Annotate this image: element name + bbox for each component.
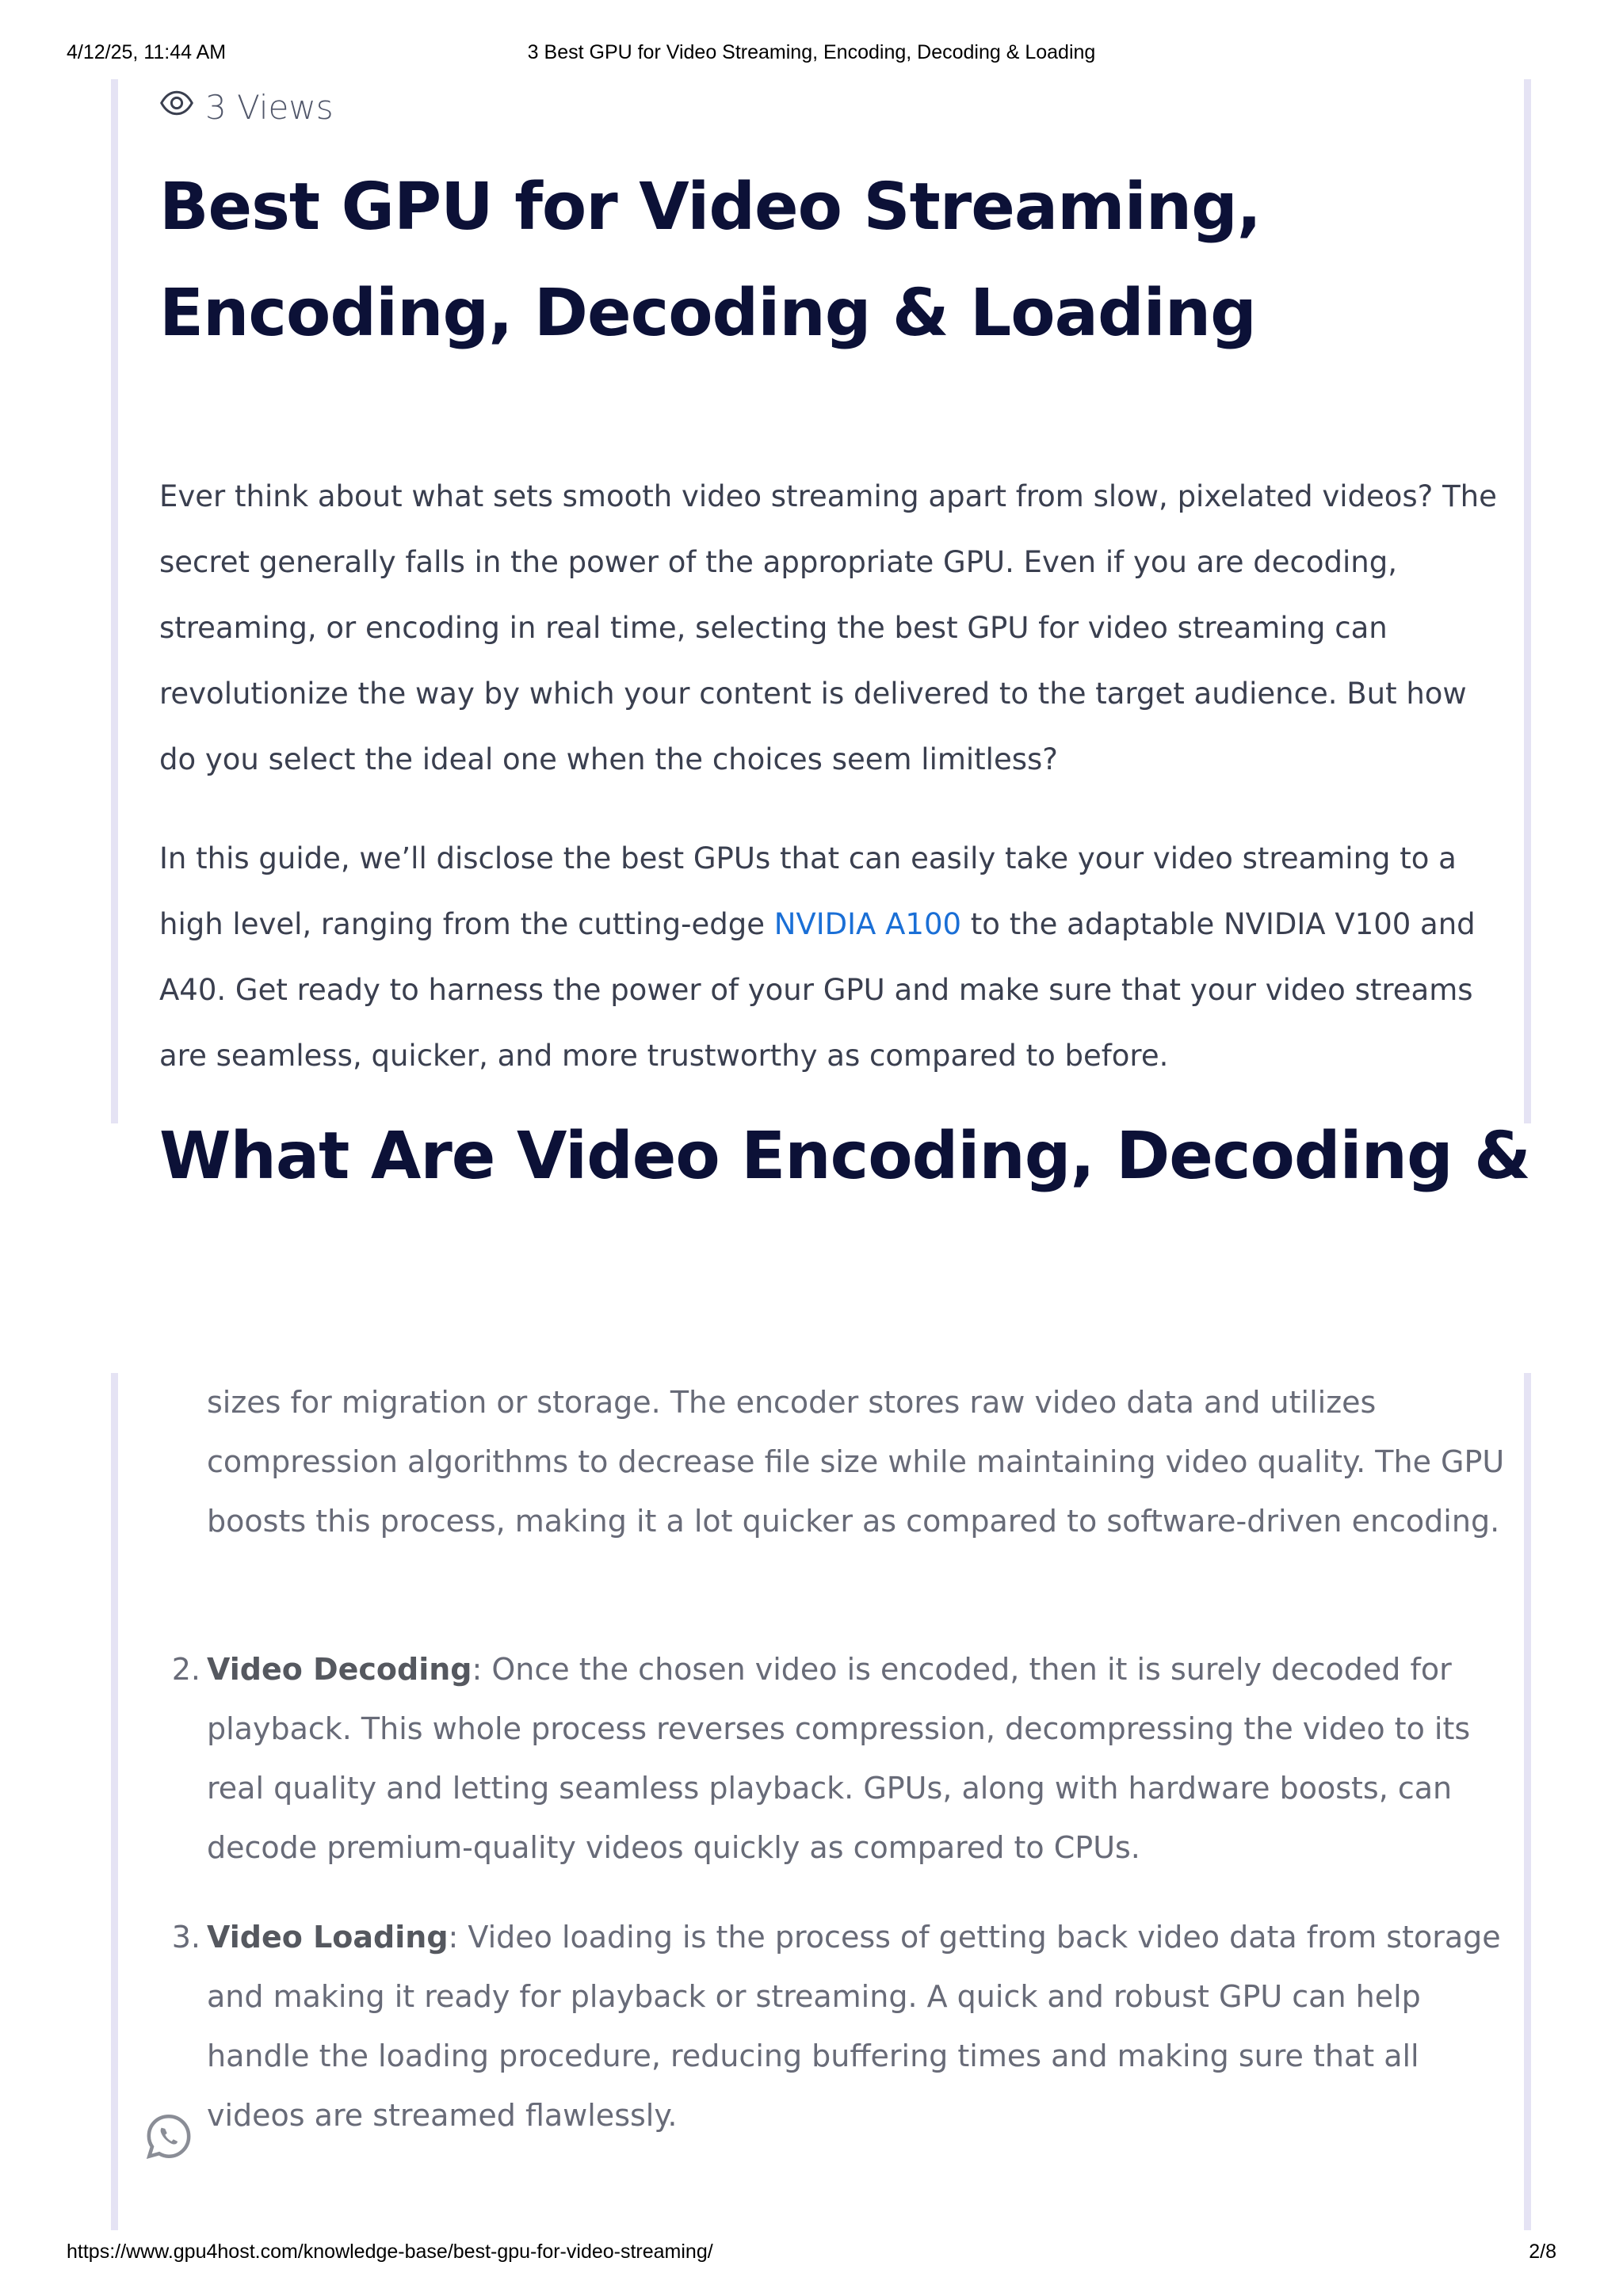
views-counter xyxy=(159,79,334,135)
list-item-description: : Once the chosen video is encoded, then it is surely decoded for playback. This whole process reverses compression, decompressing the video to its real quality and letting seamless playback. GPUs, along with hardware boosts, can decode premium-quality videos quickly as compared to CPUs. xyxy=(207,1652,1471,1865)
list-item-text: sizes for migration or storage. The encoder stores raw video data and utilizes compression algorithms to decrease file size while maintaining video quality. The GPU boosts this process, making it a lot quicker as compared to software-driven encoding. xyxy=(207,1385,1505,1539)
intro-paragraph-2 xyxy=(159,826,1507,1089)
print-datetime: 4/12/25, 11:44 AM xyxy=(67,41,227,63)
article-fragment-bottom xyxy=(111,1373,1531,2230)
whatsapp-icon[interactable] xyxy=(143,2111,195,2163)
print-footer xyxy=(0,2241,1623,2269)
print-page-number: 2/8 xyxy=(1529,2241,1556,2263)
intro-paragraph-2-start: In this guide, we’ll disclose the best GPUs that can easily take your video streaming to a high level, ranging from the cutting-edge xyxy=(159,841,1457,941)
intro-paragraph-1: Ever think about what sets smooth video streaming apart from slow, pixelated videos? The secret generally falls in the power of the appropriate GPU. Even if you are decoding, streaming, or encoding in real time, selecting the best GPU for video streaming can revolutionize the way by which your content is delivered to the target audience. But how do you select the ideal one when the choices seem limitless? xyxy=(159,479,1497,776)
print-header xyxy=(0,41,1623,70)
eye-icon xyxy=(159,86,194,128)
page-title: Best GPU for Video Streaming, Encoding, Decoding & Loading xyxy=(159,170,1261,351)
list-item-text xyxy=(207,1908,1514,2145)
print-url: https://www.gpu4host.com/knowledge-base/best-gpu-for-video-streaming/ xyxy=(67,2241,713,2263)
nvidia-a100-link[interactable]: NVIDIA A100 xyxy=(773,907,962,941)
print-doc-title: 3 Best GPU for Video Streaming, Encoding, Decoding & Loading xyxy=(527,41,1096,63)
article-fragment-top xyxy=(111,79,1531,1194)
list-item-term: Video Decoding xyxy=(207,1652,472,1687)
list-item-description: : Video loading is the process of getting back video data from storage and making it ready for playback or streaming. A quick and robust GPU can help handle the loading procedure, reducing buffering times and making sure that all videos are streamed flawlessly. xyxy=(207,1920,1501,2133)
list-item-text xyxy=(207,1640,1514,1878)
views-count: 3 Views xyxy=(205,87,334,127)
intro-paragraph-2-end: to the adaptable NVIDIA V100 and A40. Get ready to harness the power of your GPU and make sure that your video streams are seamless, quicker, and more trustworthy as compared to before. xyxy=(159,907,1476,1073)
section-heading: What Are Video Encoding, Decoding & xyxy=(159,1119,1530,1194)
list-number: 2. xyxy=(171,1652,200,1687)
list-item-term: Video Loading xyxy=(207,1920,449,1955)
list-number: 3. xyxy=(171,1920,200,1955)
